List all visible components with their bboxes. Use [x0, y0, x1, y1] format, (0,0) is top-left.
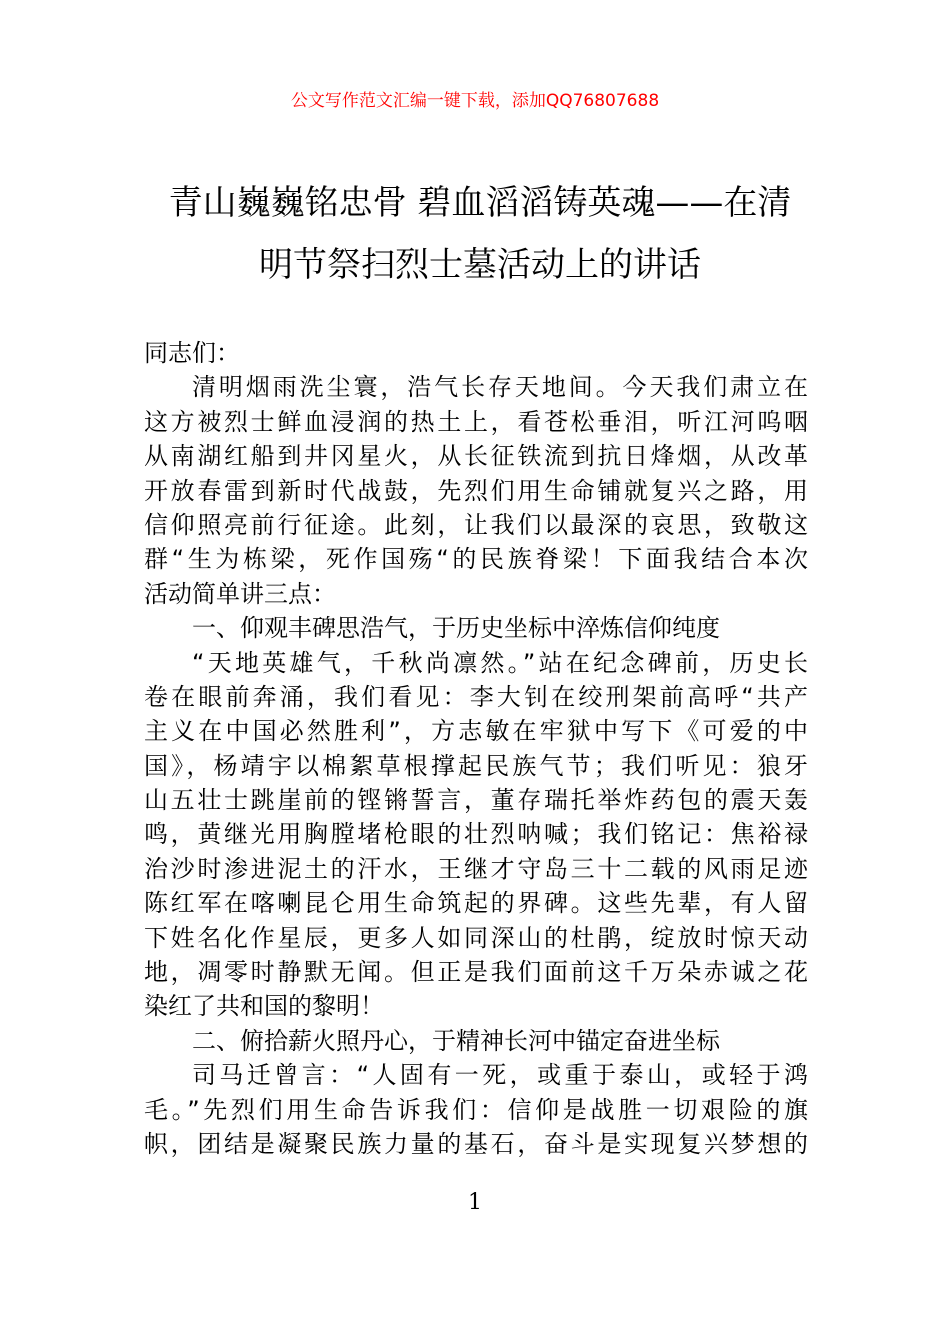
- paragraph-line: 染红了共和国的黎明！: [144, 992, 384, 1021]
- paragraph-line: 这方被烈士鲜血浸润的热土上，看苍松垂泪，听江河呜咽: [144, 407, 808, 436]
- section-heading: 一、仰观丰碑思浩气，于历史坐标中淬炼信仰纯度: [192, 614, 720, 643]
- paragraph-line: 下姓名化作星辰，更多人如同深山的杜鹃，绽放时惊天动: [144, 923, 808, 952]
- paragraph-line: 治沙时渗进泥土的汗水，王继才守岛三十二载的风雨足迹: [144, 854, 808, 883]
- section-heading: 二、俯拾薪火照丹心，于精神长河中锚定奋进坐标: [192, 1026, 720, 1055]
- paragraph-line: 毛。”先烈们用生命告诉我们：信仰是战胜一切艰险的旗: [144, 1095, 808, 1124]
- download-notice: 公文写作范文汇编一键下载，添加QQ76807688: [290, 91, 660, 111]
- paragraph-line: 帜，团结是凝聚民族力量的基石，奋斗是实现复兴梦想的: [144, 1129, 808, 1158]
- paragraph-line: 陈红军在喀喇昆仑用生命筑起的界碑。这些先辈，有人留: [144, 889, 808, 918]
- salutation: 同志们：: [144, 339, 240, 367]
- paragraph-line: “天地英雄气，千秋尚凛然。”站在纪念碑前，历史长: [192, 648, 808, 677]
- page-number: 1: [468, 1190, 482, 1215]
- paragraph-line: 主义在中国必然胜利”，方志敏在牢狱中写下《可爱的中: [144, 717, 808, 746]
- paragraph-line: 司马迁曾言：“人固有一死，或重于泰山，或轻于鸿: [192, 1061, 808, 1090]
- paragraph-line: 活动简单讲三点：: [144, 579, 336, 608]
- paragraph-line: 鸣，黄继光用胸膛堵枪眼的壮烈呐喊；我们铭记：焦裕禄: [144, 820, 808, 849]
- document-title: [140, 172, 820, 296]
- paragraph-line: 地，凋零时静默无闻。但正是我们面前这千万朵赤诚之花: [144, 958, 808, 987]
- paragraph-line: 信仰照亮前行征途。此刻，让我们以最深的哀思，致敬这: [144, 510, 808, 539]
- title-line: 明节祭扫烈士墓活动上的讲话: [259, 245, 701, 285]
- paragraph-line: 开放春雷到新时代战鼓，先烈们用生命铺就复兴之路，用: [144, 476, 808, 505]
- paragraph-line: 山五壮士跳崖前的铿锵誓言，董存瑞托举炸药包的震天轰: [144, 786, 808, 815]
- paragraph-line: 卷在眼前奔涌，我们看见：李大钊在绞刑架前高呼“共产: [144, 682, 808, 711]
- paragraph-line: 国》，杨靖宇以棉絮草根撑起民族气节；我们听见：狼牙: [144, 751, 808, 780]
- title-line: 青山巍巍铭忠骨 碧血滔滔铸英魂——在清: [168, 183, 792, 223]
- paragraph-line: 从南湖红船到井冈星火，从长征铁流到抗日烽烟，从改革: [144, 442, 808, 471]
- paragraph-line: 群“生为栋梁，死作国殇“的民族脊梁！下面我结合本次: [144, 545, 808, 574]
- paragraph-line: 清明烟雨洗尘寰，浩气长存天地间。今天我们肃立在: [192, 373, 808, 402]
- document-body: [144, 336, 808, 1161]
